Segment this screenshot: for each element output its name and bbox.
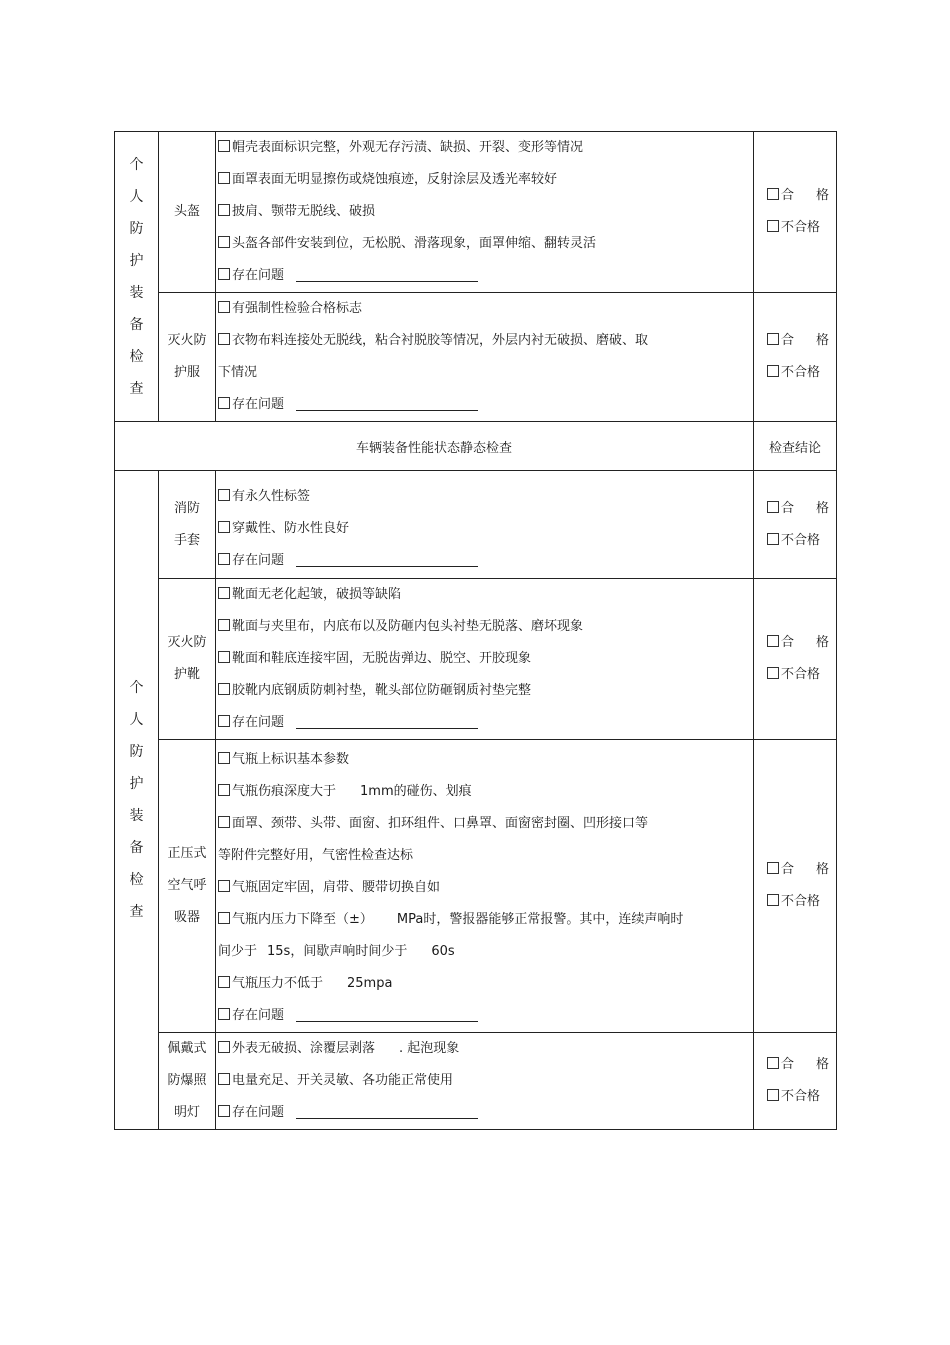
check-item[interactable]: 气瓶上标识基本参数 [218, 744, 753, 776]
checkbox[interactable] [767, 862, 779, 874]
table-row-suit [115, 293, 837, 422]
check-item[interactable]: 外表无破损、涂覆层剥落 . 起泡现象 [218, 1033, 753, 1065]
checkbox[interactable] [218, 1105, 230, 1117]
check-item[interactable]: 气瓶固定牢固，肩带、腰带切换自如 [218, 872, 753, 904]
check-items-lamp [216, 1033, 754, 1130]
check-item[interactable]: 有永久性标签 [218, 481, 753, 513]
checkbox[interactable] [767, 1057, 779, 1069]
checkbox[interactable] [218, 301, 230, 313]
table-row-lamp [115, 1033, 837, 1130]
checkbox[interactable] [218, 489, 230, 501]
checkbox[interactable] [218, 651, 230, 663]
checkbox[interactable] [767, 501, 779, 513]
section-title: 车辆装备性能状态静态检查 [115, 422, 754, 471]
checkbox[interactable] [218, 816, 230, 828]
checkbox[interactable] [767, 635, 779, 647]
check-item[interactable]: 有强制性检验合格标志 [218, 293, 753, 325]
check-item[interactable]: 帽壳表面标识完整，外观无存污渍、缺损、开裂、变形等情况 [218, 132, 753, 164]
checkbox[interactable] [218, 140, 230, 152]
pass-option[interactable]: 合 格 [767, 493, 836, 525]
item-name-lamp: 佩戴式 防爆照 明灯 [159, 1033, 216, 1130]
checkbox[interactable] [218, 397, 230, 409]
checkbox[interactable] [767, 333, 779, 345]
check-item[interactable]: 气瓶压力不低于 25mpa [218, 968, 753, 1000]
checkbox[interactable] [218, 268, 230, 280]
check-items-gloves [216, 471, 754, 579]
check-items-scba [216, 740, 754, 1033]
item-name-suit: 灭火防 护服 [159, 293, 216, 422]
issue-item[interactable]: 存在问题 [218, 545, 753, 577]
result-cell-suit [754, 293, 837, 422]
check-item[interactable]: 电量充足、开关灵敏、各功能正常使用 [218, 1065, 753, 1097]
fail-option[interactable]: 不合格 [767, 357, 836, 389]
issue-blank[interactable] [296, 716, 478, 729]
category-cell-top [115, 132, 159, 422]
result-cell-helmet [754, 132, 837, 293]
pass-option[interactable]: 合 格 [767, 325, 836, 357]
checkbox[interactable] [218, 912, 230, 924]
checkbox[interactable] [767, 894, 779, 906]
category-label: 个人防护装备检查 [129, 156, 144, 397]
category-cell-bottom [115, 471, 159, 1130]
check-item[interactable]: 气瓶内压力下降至（±） MPa时，警报器能够正常报警。其中，连续声响时 [218, 904, 753, 936]
fail-option[interactable]: 不合格 [767, 212, 836, 244]
check-item[interactable]: 穿戴性、防水性良好 [218, 513, 753, 545]
fail-option[interactable]: 不合格 [767, 1081, 836, 1113]
item-name-boots: 灭火防 护靴 [159, 579, 216, 740]
checkbox[interactable] [218, 1008, 230, 1020]
check-item[interactable]: 气瓶伤痕深度大于 1mm的碰伤、划痕 [218, 776, 753, 808]
check-item[interactable]: 衣物布料连接处无脱线，粘合衬脱胶等情况，外层内衬无破损、磨破、取 [218, 325, 753, 357]
checkbox[interactable] [767, 533, 779, 545]
check-items-boots [216, 579, 754, 740]
conclusion-header: 检查结论 [754, 422, 837, 471]
checkbox[interactable] [767, 188, 779, 200]
checkbox[interactable] [767, 667, 779, 679]
checkbox[interactable] [218, 587, 230, 599]
item-name-scba: 正压式 空气呼 吸器 [159, 740, 216, 1033]
pass-option[interactable]: 合 格 [767, 180, 836, 212]
issue-item[interactable]: 存在问题 [218, 260, 753, 292]
issue-item[interactable]: 存在问题 [218, 389, 753, 421]
issue-blank[interactable] [296, 398, 478, 411]
item-name-helmet: 头盔 [159, 132, 216, 293]
item-name-gloves: 消防 手套 [159, 471, 216, 579]
table-row-boots [115, 579, 837, 740]
result-cell-gloves [754, 471, 837, 579]
result-cell-scba [754, 740, 837, 1033]
check-item[interactable]: 胶靴内底钢质防刺衬垫，靴头部位防砸钢质衬垫完整 [218, 675, 753, 707]
issue-blank[interactable] [296, 1106, 478, 1119]
checkbox[interactable] [218, 204, 230, 216]
pass-option[interactable]: 合 格 [767, 627, 836, 659]
fail-option[interactable]: 不合格 [767, 525, 836, 557]
checkbox[interactable] [218, 333, 230, 345]
result-cell-boots [754, 579, 837, 740]
checkbox[interactable] [218, 784, 230, 796]
checkbox[interactable] [218, 1073, 230, 1085]
pass-option[interactable]: 合 格 [767, 854, 836, 886]
checkbox[interactable] [767, 365, 779, 377]
equipment-inspection-table [114, 131, 837, 1130]
check-item-continued: 等附件完整好用，气密性检查达标 [218, 848, 414, 863]
issue-item[interactable]: 存在问题 [218, 707, 753, 739]
issue-blank[interactable] [296, 554, 478, 567]
checkbox[interactable] [218, 715, 230, 727]
check-item[interactable]: 面罩表面无明显擦伤或烧蚀痕迹，反射涂层及透光率较好 [218, 164, 753, 196]
table-row-gloves [115, 471, 837, 579]
checkbox[interactable] [218, 553, 230, 565]
table-row-helmet [115, 132, 837, 293]
checkbox[interactable] [218, 1041, 230, 1053]
checkbox[interactable] [218, 172, 230, 184]
fail-option[interactable]: 不合格 [767, 659, 836, 691]
issue-item[interactable]: 存在问题 [218, 1097, 753, 1129]
fail-option[interactable]: 不合格 [767, 886, 836, 918]
checkbox[interactable] [218, 880, 230, 892]
check-item[interactable]: 头盔各部件安装到位，无松脱、滑落现象，面罩伸缩、翻转灵活 [218, 228, 753, 260]
checkbox[interactable] [218, 976, 230, 988]
issue-blank[interactable] [296, 269, 478, 282]
checkbox[interactable] [767, 1089, 779, 1101]
check-item-continued: 下情况 [218, 365, 258, 380]
issue-item[interactable]: 存在问题 [218, 1000, 753, 1032]
checkbox[interactable] [218, 236, 230, 248]
checkbox[interactable] [218, 683, 230, 695]
pass-option[interactable]: 合 格 [767, 1049, 836, 1081]
checkbox[interactable] [218, 521, 230, 533]
check-items-helmet [216, 132, 754, 293]
check-item[interactable]: 靴面无老化起皱，破损等缺陷 [218, 579, 753, 611]
check-item[interactable]: 披肩、颚带无脱线、破损 [218, 196, 753, 228]
checkbox[interactable] [218, 619, 230, 631]
category-label: 个人防护装备检查 [129, 680, 144, 920]
section-header-row [115, 422, 837, 471]
check-item[interactable]: 靴面和鞋底连接牢固，无脱齿弹边、脱空、开胶现象 [218, 643, 753, 675]
check-item[interactable]: 面罩、颈带、头带、面窗、扣环组件、口鼻罩、面窗密封圈、凹形接口等 [218, 808, 753, 840]
check-items-suit [216, 293, 754, 422]
check-item[interactable]: 靴面与夹里布，内底布以及防砸内包头衬垫无脱落、磨坏现象 [218, 611, 753, 643]
checkbox[interactable] [218, 752, 230, 764]
issue-blank[interactable] [296, 1009, 478, 1022]
result-cell-lamp [754, 1033, 837, 1130]
checkbox[interactable] [767, 220, 779, 232]
table-row-scba [115, 740, 837, 1033]
check-item-continued: 间少于 15s，间歇声响时间少于 60s [218, 944, 455, 959]
